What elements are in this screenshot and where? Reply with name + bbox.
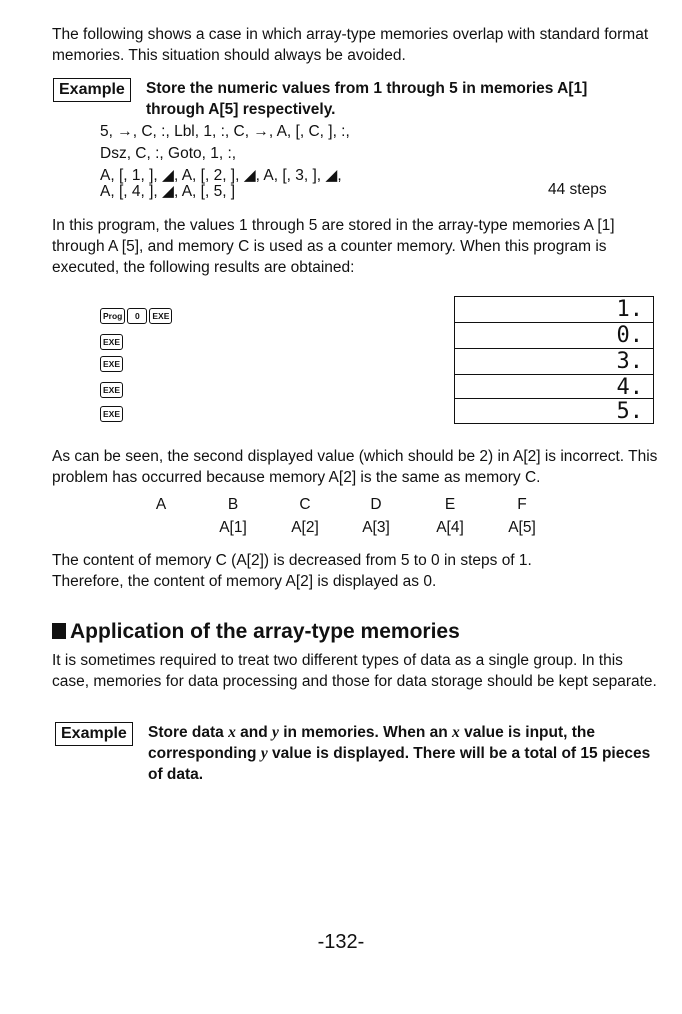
array-label: A[3]: [362, 519, 390, 536]
paragraph: As can be seen, the second displayed value (which should be 2) in A[2] is incorrect. This problem has occurred because memory A[2] is the same as memory C.: [52, 448, 658, 486]
key-sequence: [100, 354, 125, 374]
example-description-line: Store the numeric values from 1 through 5 in memories A[1]: [146, 80, 588, 97]
program-line: A, [, 1, ], ◢, A, [, 2, ], ◢, A, [, 3, ], ◢,: [100, 167, 342, 184]
memory-label: E: [444, 496, 456, 513]
program-line: 5, →, C, :, Lbl, 1, :, C, →, A, [, C, ], :,: [100, 123, 350, 140]
section-heading-text: Application of the array-type memories: [70, 620, 460, 643]
memory-label: D: [370, 496, 382, 513]
section-heading: [52, 620, 460, 644]
paragraph-line: Therefore, the content of memory A[2] is displayed as 0.: [52, 573, 437, 590]
example-badge: Example: [53, 78, 131, 102]
key-sequence: [100, 404, 125, 424]
key-sequence: [100, 306, 174, 326]
memory-label: F: [517, 496, 527, 513]
step-count: 44 steps: [548, 181, 607, 198]
array-label: A[2]: [291, 519, 319, 536]
paragraph-line: The content of memory C (A[2]) is decreased from 5 to 0 in steps of 1.: [52, 552, 532, 569]
page-number: -132-: [317, 931, 365, 953]
key-sequence: [100, 380, 125, 400]
exe-key: EXE: [100, 334, 123, 350]
intro-paragraph: The following shows a case in which array-type memories overlap with standard format memories. This situation should always be avoided.: [52, 26, 649, 64]
program-line: A, [, 4, ], ◢, A, [, 5, ]: [100, 183, 236, 200]
example-badge: Example: [55, 722, 133, 746]
calculator-display: 5.: [454, 398, 654, 424]
zero-key: 0: [127, 308, 147, 324]
exe-key: EXE: [100, 356, 123, 372]
memory-label: C: [299, 496, 311, 513]
paragraph: It is sometimes required to treat two different types of data as a single group. In this case, memories for data processing and those for data storage should be kept separate.: [52, 652, 657, 690]
paragraph: In this program, the values 1 through 5 are stored in the array-type memories A [1] through A [5], and memory C is used as a counter memory. When this program is executed, the following results are obtained:: [52, 217, 615, 276]
array-label: A[4]: [436, 519, 464, 536]
memory-label: B: [227, 496, 239, 513]
exe-key: EXE: [149, 308, 172, 324]
square-bullet-icon: [52, 623, 66, 639]
program-line: Dsz, C, :, Goto, 1, :,: [100, 145, 237, 162]
exe-key: EXE: [100, 382, 123, 398]
memory-label: A: [155, 496, 167, 513]
example-description-line: through A[5] respectively.: [146, 101, 336, 118]
example-description: Store data x and y in memories. When an x value is input, the corresponding y value is displayed. There will be a total of 15 pieces of data.: [148, 724, 651, 783]
calculator-display: 4.: [454, 374, 654, 400]
exe-key: EXE: [100, 406, 123, 422]
calculator-display: 0.: [454, 322, 654, 348]
calculator-display: 3.: [454, 348, 654, 374]
prog-key: Prog: [100, 308, 125, 324]
calculator-display: 1.: [454, 296, 654, 322]
array-label: A[5]: [508, 519, 536, 536]
array-label: A[1]: [219, 519, 247, 536]
key-sequence: [100, 332, 125, 352]
